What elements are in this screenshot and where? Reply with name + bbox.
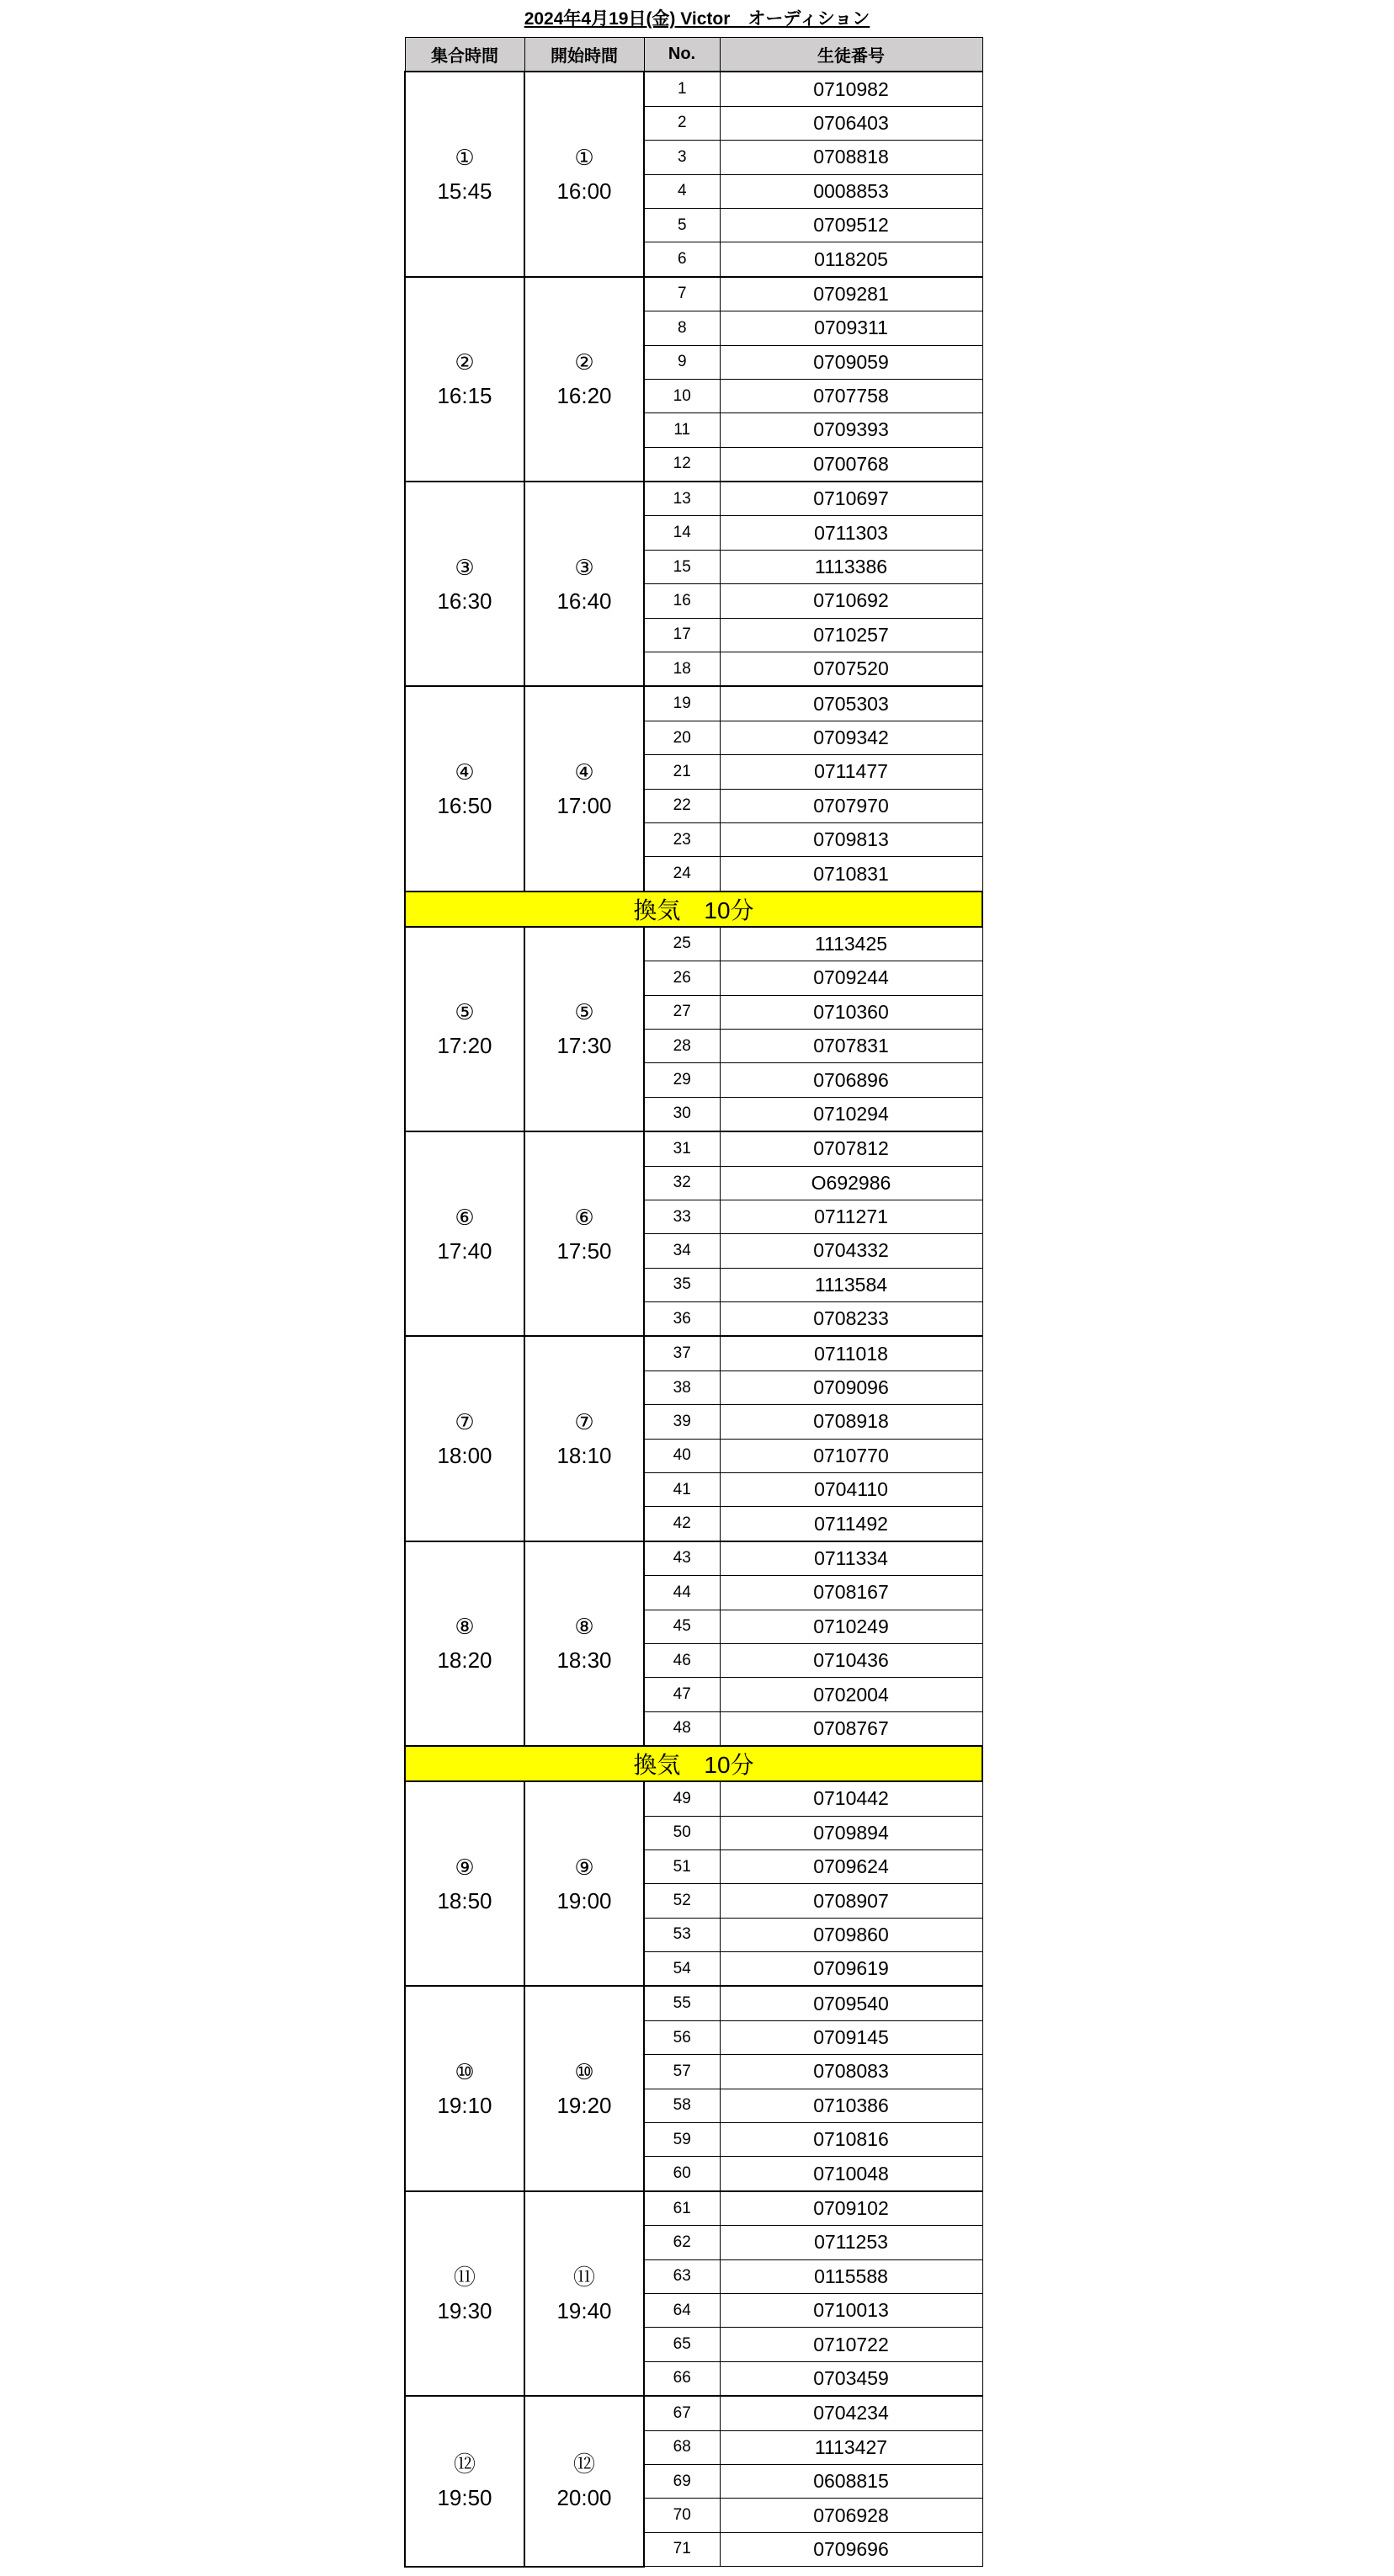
start-time: 20:00 xyxy=(556,2485,612,2511)
student-id: 0711253 xyxy=(720,2226,982,2259)
student-id: 0710697 xyxy=(720,482,982,516)
group-number-mark: ④ xyxy=(455,759,475,785)
entry-number: 29 xyxy=(644,1063,720,1097)
student-id: 0710816 xyxy=(720,2123,982,2157)
student-id: 0709281 xyxy=(720,277,982,311)
start-time: 18:30 xyxy=(556,1647,612,1674)
student-id: 0709512 xyxy=(720,208,982,242)
entry-number: 10 xyxy=(644,379,720,412)
entry-number: 4 xyxy=(644,174,720,208)
table-row xyxy=(405,2396,982,2430)
student-id: 0707831 xyxy=(720,1029,982,1062)
entry-number: 24 xyxy=(644,857,720,891)
entry-number: 60 xyxy=(644,2157,720,2191)
entry-number: 15 xyxy=(644,550,720,583)
entry-number: 18 xyxy=(644,652,720,687)
entry-number: 50 xyxy=(644,1816,720,1850)
student-id: 0710294 xyxy=(720,1097,982,1131)
group-number-mark: ② xyxy=(455,349,475,375)
group-number-mark: ⑧ xyxy=(455,1614,475,1640)
group-number-mark: ⑦ xyxy=(455,1409,475,1435)
entry-number: 68 xyxy=(644,2430,720,2464)
group-number-mark: ⑫ xyxy=(572,2451,595,2478)
student-id: 0704234 xyxy=(720,2396,982,2430)
gather-time-cell xyxy=(405,2191,524,2396)
student-id: 0710249 xyxy=(720,1610,982,1643)
student-id: 0709145 xyxy=(720,2020,982,2054)
table-row xyxy=(405,927,982,961)
entry-number: 31 xyxy=(644,1131,720,1166)
entry-number: 40 xyxy=(644,1439,720,1472)
entry-number: 38 xyxy=(644,1370,720,1404)
group-number-mark: ② xyxy=(574,349,594,375)
group-number-mark: ① xyxy=(455,145,475,171)
group-number-mark: ⑩ xyxy=(455,2059,475,2085)
table-row xyxy=(405,1131,982,1166)
student-id: 0706403 xyxy=(720,106,982,140)
entry-number: 44 xyxy=(644,1576,720,1610)
student-id: 0709624 xyxy=(720,1850,982,1883)
gather-time-cell xyxy=(405,1986,524,2190)
entry-number: 1 xyxy=(644,72,720,106)
entry-number: 33 xyxy=(644,1200,720,1233)
start-time-cell xyxy=(524,1131,644,1336)
student-id: 0710013 xyxy=(720,2294,982,2328)
entry-number: 48 xyxy=(644,1711,720,1746)
student-id: 0710692 xyxy=(720,584,982,618)
ventilation-break-row xyxy=(405,1746,982,1781)
student-id: 1113427 xyxy=(720,2430,982,2464)
start-time: 16:40 xyxy=(556,588,612,614)
student-id: 1113584 xyxy=(720,1268,982,1301)
start-time-cell xyxy=(524,482,644,686)
group-number-mark: ⑪ xyxy=(453,2264,476,2290)
student-id: 1113386 xyxy=(720,550,982,583)
student-id: 0710722 xyxy=(720,2328,982,2361)
gather-time-cell xyxy=(405,482,524,686)
entry-number: 51 xyxy=(644,1850,720,1883)
student-id: 0608815 xyxy=(720,2464,982,2498)
entry-number: 2 xyxy=(644,106,720,140)
entry-number: 71 xyxy=(644,2532,720,2566)
student-id: 0708907 xyxy=(720,1884,982,1918)
student-id: 0702004 xyxy=(720,1678,982,1711)
student-id: 0709696 xyxy=(720,2532,982,2566)
entry-number: 64 xyxy=(644,2294,720,2328)
title-text: 2024年4月19日(金) Victor オーディション xyxy=(524,9,870,29)
student-id: 0704332 xyxy=(720,1234,982,1268)
audition-schedule-table xyxy=(404,37,983,2568)
start-time-cell xyxy=(524,2191,644,2396)
entry-number: 11 xyxy=(644,413,720,447)
start-time: 17:30 xyxy=(556,1033,612,1059)
student-id: 0708167 xyxy=(720,1576,982,1610)
student-id: 0710386 xyxy=(720,2089,982,2122)
entry-number: 55 xyxy=(644,1986,720,2020)
ventilation-break-row xyxy=(405,891,982,927)
group-number-mark: ⑪ xyxy=(572,2264,595,2290)
gather-time-cell xyxy=(405,927,524,1131)
start-time-cell xyxy=(524,1986,644,2190)
entry-number: 25 xyxy=(644,927,720,961)
entry-number: 65 xyxy=(644,2328,720,2361)
group-number-mark: ① xyxy=(574,145,594,171)
student-id: 0118205 xyxy=(720,242,982,277)
gather-time: 16:30 xyxy=(437,588,492,614)
student-id: 0707520 xyxy=(720,652,982,687)
table-row xyxy=(405,482,982,516)
start-time: 16:20 xyxy=(556,383,612,409)
entry-number: 23 xyxy=(644,822,720,856)
table-row xyxy=(405,1781,982,1816)
student-id: 0709393 xyxy=(720,413,982,447)
gather-time: 18:00 xyxy=(437,1443,492,1469)
student-id: 0707970 xyxy=(720,789,982,822)
table-header-row xyxy=(405,38,982,72)
student-id: 0710770 xyxy=(720,1439,982,1472)
entry-number: 12 xyxy=(644,447,720,482)
entry-number: 59 xyxy=(644,2123,720,2157)
gather-time: 16:15 xyxy=(437,383,492,409)
student-id: 0710257 xyxy=(720,618,982,652)
gather-time: 17:20 xyxy=(437,1033,492,1059)
start-time-cell xyxy=(524,1781,644,1986)
start-time: 19:40 xyxy=(556,2297,612,2323)
entry-number: 26 xyxy=(644,961,720,995)
entry-number: 28 xyxy=(644,1029,720,1062)
table-row xyxy=(405,2191,982,2226)
student-id: 0709311 xyxy=(720,311,982,345)
entry-number: 49 xyxy=(644,1781,720,1816)
entry-number: 47 xyxy=(644,1678,720,1711)
student-id: 0711271 xyxy=(720,1200,982,1233)
entry-number: 7 xyxy=(644,277,720,311)
entry-number: 32 xyxy=(644,1166,720,1200)
entry-number: 5 xyxy=(644,208,720,242)
student-id: 0704110 xyxy=(720,1473,982,1507)
entry-number: 21 xyxy=(644,755,720,789)
entry-number: 17 xyxy=(644,618,720,652)
student-id: 0709244 xyxy=(720,961,982,995)
entry-number: 36 xyxy=(644,1302,720,1337)
student-id: 1113425 xyxy=(720,927,982,961)
entry-number: 58 xyxy=(644,2089,720,2122)
table-row xyxy=(405,1336,982,1370)
group-number-mark: ⑤ xyxy=(574,999,594,1025)
student-id: 0115588 xyxy=(720,2259,982,2293)
student-id: 0709860 xyxy=(720,1918,982,1951)
start-time: 19:20 xyxy=(556,2093,612,2119)
entry-number: 42 xyxy=(644,1507,720,1541)
student-id: 0707758 xyxy=(720,379,982,412)
student-id: 0709059 xyxy=(720,345,982,379)
table-row xyxy=(405,72,982,106)
entry-number: 52 xyxy=(644,1884,720,1918)
start-time-cell xyxy=(524,72,644,276)
student-id: 0711303 xyxy=(720,516,982,550)
start-time: 19:00 xyxy=(556,1887,612,1913)
gather-time: 19:30 xyxy=(437,2297,492,2323)
gather-time: 19:10 xyxy=(437,2093,492,2119)
group-number-mark: ⑫ xyxy=(453,2451,476,2478)
start-time-cell xyxy=(524,1541,644,1746)
entry-number: 20 xyxy=(644,721,720,754)
student-id: 0710442 xyxy=(720,1781,982,1816)
ventilation-break-label: 換気 10分 xyxy=(405,891,982,927)
entry-number: 6 xyxy=(644,242,720,277)
entry-number: 13 xyxy=(644,482,720,516)
gather-time: 17:40 xyxy=(437,1237,492,1264)
entry-number: 39 xyxy=(644,1405,720,1439)
table-row xyxy=(405,686,982,721)
group-number-mark: ⑧ xyxy=(574,1614,594,1640)
start-time: 17:00 xyxy=(556,793,612,819)
header-student-id: 生徒番号 xyxy=(720,38,982,72)
student-id: 0709096 xyxy=(720,1370,982,1404)
start-time-cell xyxy=(524,2396,644,2566)
student-id: 0710048 xyxy=(720,2157,982,2191)
student-id: 0708767 xyxy=(720,1711,982,1746)
start-time-cell xyxy=(524,1336,644,1541)
start-time-cell xyxy=(524,686,644,891)
gather-time-cell xyxy=(405,686,524,891)
student-id: 0700768 xyxy=(720,447,982,482)
student-id: O692986 xyxy=(720,1166,982,1200)
table-row xyxy=(405,277,982,311)
student-id: 0708083 xyxy=(720,2055,982,2089)
student-id: 0709813 xyxy=(720,822,982,856)
student-id: 0708233 xyxy=(720,1302,982,1337)
entry-number: 14 xyxy=(644,516,720,550)
student-id: 0706928 xyxy=(720,2499,982,2532)
student-id: 0708918 xyxy=(720,1405,982,1439)
entry-number: 66 xyxy=(644,2361,720,2396)
student-id: 0708818 xyxy=(720,141,982,174)
group-number-mark: ⑥ xyxy=(455,1204,475,1230)
student-id: 0711018 xyxy=(720,1336,982,1370)
gather-time-cell xyxy=(405,1336,524,1541)
gather-time-cell xyxy=(405,277,524,482)
gather-time-cell xyxy=(405,72,524,276)
entry-number: 9 xyxy=(644,345,720,379)
student-id: 0710982 xyxy=(720,72,982,106)
group-number-mark: ⑨ xyxy=(574,1854,594,1880)
student-id: 0711477 xyxy=(720,755,982,789)
entry-number: 67 xyxy=(644,2396,720,2430)
student-id: 0703459 xyxy=(720,2361,982,2396)
student-id: 0711492 xyxy=(720,1507,982,1541)
table-body xyxy=(405,72,982,2566)
gather-time: 16:50 xyxy=(437,793,492,819)
student-id: 0707812 xyxy=(720,1131,982,1166)
table-row xyxy=(405,1986,982,2020)
student-id: 0709619 xyxy=(720,1952,982,1987)
gather-time-cell xyxy=(405,1131,524,1336)
student-id: 0706896 xyxy=(720,1063,982,1097)
entry-number: 56 xyxy=(644,2020,720,2054)
entry-number: 62 xyxy=(644,2226,720,2259)
entry-number: 43 xyxy=(644,1541,720,1576)
start-time: 18:10 xyxy=(556,1443,612,1469)
group-number-mark: ⑤ xyxy=(455,999,475,1025)
entry-number: 41 xyxy=(644,1473,720,1507)
entry-number: 37 xyxy=(644,1336,720,1370)
student-id: 0709894 xyxy=(720,1816,982,1850)
entry-number: 63 xyxy=(644,2259,720,2293)
entry-number: 46 xyxy=(644,1643,720,1677)
gather-time: 15:45 xyxy=(437,178,492,205)
start-time-cell xyxy=(524,277,644,482)
table-row xyxy=(405,1541,982,1576)
group-number-mark: ③ xyxy=(455,554,475,580)
start-time: 16:00 xyxy=(556,178,612,205)
student-id: 0709102 xyxy=(720,2191,982,2226)
gather-time: 19:50 xyxy=(437,2485,492,2511)
gather-time: 18:50 xyxy=(437,1887,492,1913)
student-id: 0705303 xyxy=(720,686,982,721)
entry-number: 34 xyxy=(644,1234,720,1268)
entry-number: 45 xyxy=(644,1610,720,1643)
gather-time-cell xyxy=(405,2396,524,2566)
entry-number: 19 xyxy=(644,686,720,721)
group-number-mark: ⑦ xyxy=(574,1409,594,1435)
group-number-mark: ③ xyxy=(574,554,594,580)
entry-number: 53 xyxy=(644,1918,720,1951)
page-title xyxy=(0,7,1394,32)
student-id: 0710831 xyxy=(720,857,982,891)
entry-number: 30 xyxy=(644,1097,720,1131)
gather-time-cell xyxy=(405,1541,524,1746)
header-gather-time: 集合時間 xyxy=(405,38,524,72)
entry-number: 70 xyxy=(644,2499,720,2532)
student-id: 0709540 xyxy=(720,1986,982,2020)
group-number-mark: ⑨ xyxy=(455,1854,475,1880)
header-number: No. xyxy=(644,38,720,72)
student-id: 0008853 xyxy=(720,174,982,208)
start-time-cell xyxy=(524,927,644,1131)
group-number-mark: ⑩ xyxy=(574,2059,594,2085)
student-id: 0710436 xyxy=(720,1643,982,1677)
entry-number: 69 xyxy=(644,2464,720,2498)
entry-number: 54 xyxy=(644,1952,720,1987)
entry-number: 57 xyxy=(644,2055,720,2089)
student-id: 0711334 xyxy=(720,1541,982,1576)
student-id: 0710360 xyxy=(720,995,982,1029)
entry-number: 22 xyxy=(644,789,720,822)
start-time: 17:50 xyxy=(556,1237,612,1264)
entry-number: 35 xyxy=(644,1268,720,1301)
entry-number: 27 xyxy=(644,995,720,1029)
ventilation-break-label: 換気 10分 xyxy=(405,1746,982,1781)
gather-time: 18:20 xyxy=(437,1647,492,1674)
entry-number: 8 xyxy=(644,311,720,345)
header-start-time: 開始時間 xyxy=(524,38,644,72)
entry-number: 16 xyxy=(644,584,720,618)
group-number-mark: ④ xyxy=(574,759,594,785)
entry-number: 3 xyxy=(644,141,720,174)
student-id: 0709342 xyxy=(720,721,982,754)
gather-time-cell xyxy=(405,1781,524,1986)
group-number-mark: ⑥ xyxy=(574,1204,594,1230)
entry-number: 61 xyxy=(644,2191,720,2226)
